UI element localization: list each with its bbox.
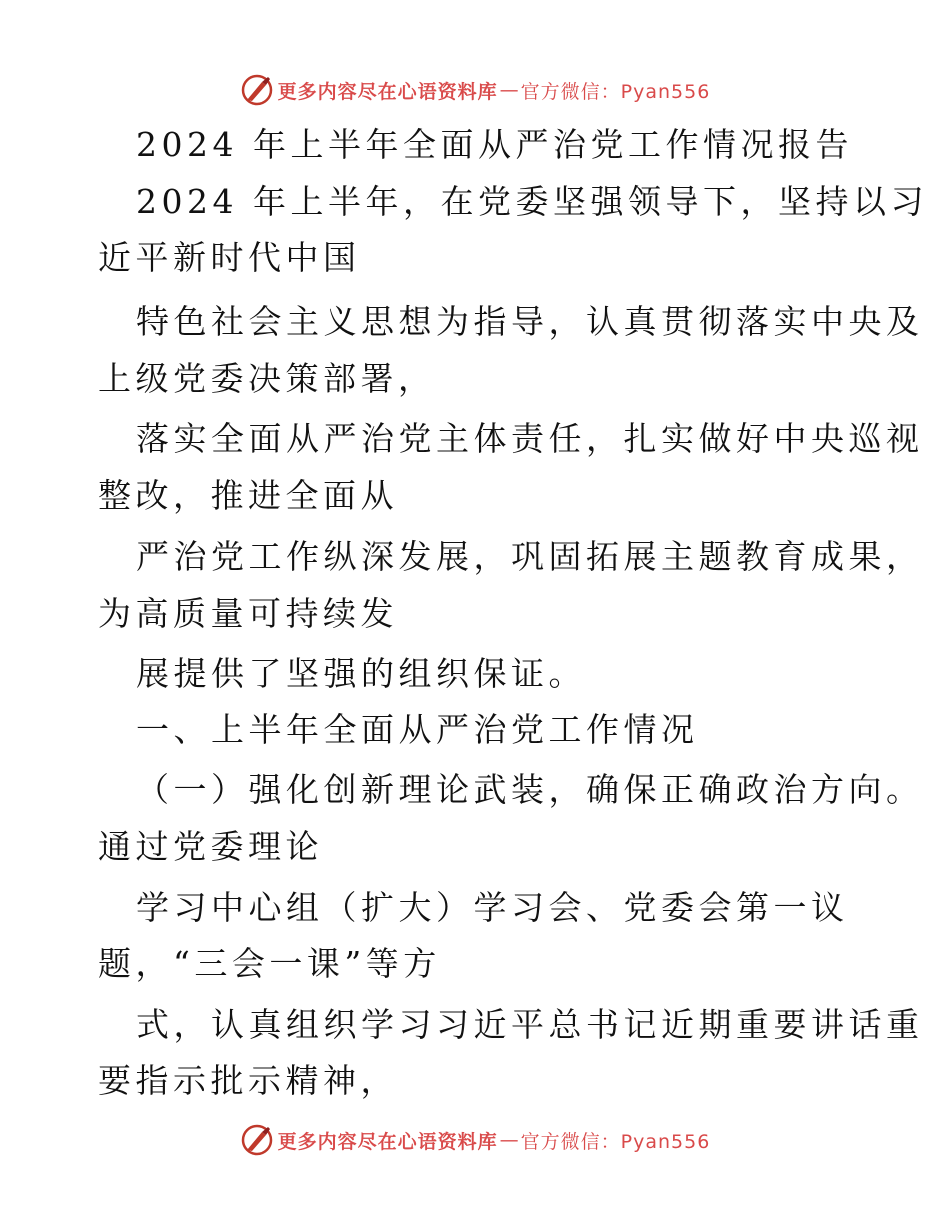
paragraph-line: 整改，推进全面从: [98, 476, 398, 515]
paragraph-line: 要指示批示精神，: [98, 1061, 398, 1100]
watermark-main-text: 更多内容尽在心语资料库: [277, 80, 498, 103]
watermark-header: [0, 70, 950, 110]
paragraph-line: 展提供了坚强的组织保证。: [136, 654, 586, 693]
watermark-dash: —: [499, 79, 519, 101]
paragraph-line: 上级党委决策部署，: [98, 359, 436, 398]
quill-logo-icon: [240, 73, 274, 107]
watermark-wechat-text: 官方微信：Pyan556: [520, 80, 711, 103]
watermark-main-text: 更多内容尽在心语资料库: [277, 1130, 498, 1153]
paragraph-line: 落实全面从严治党主体责任，扎实做好中央巡视: [136, 419, 924, 458]
paragraph-line: 学习中心组（扩大）学习会、党委会第一议: [136, 888, 849, 927]
paragraph-line: 题，“三会一课”等方: [98, 944, 441, 983]
paragraph-line: 通过党委理论: [98, 827, 323, 866]
watermark-dash: —: [499, 1129, 519, 1151]
watermark-footer: [0, 1120, 950, 1160]
paragraph-line: 2024 年上半年，在党委坚强领导下，坚持以习: [136, 182, 928, 221]
paragraph-line: 近平新时代中国: [98, 238, 361, 277]
section-heading: 一、上半年全面从严治党工作情况: [136, 710, 699, 749]
subsection-heading: （一）强化创新理论武装，确保正确政治方向。: [136, 770, 924, 809]
paragraph-line: 为高质量可持续发: [98, 594, 398, 633]
document-title: 2024 年上半年全面从严治党工作情况报告: [136, 125, 853, 164]
paragraph-line: 式，认真组织学习习近平总书记近期重要讲话重: [136, 1005, 924, 1044]
paragraph-line: 特色社会主义思想为指导，认真贯彻落实中央及: [136, 302, 924, 341]
watermark-wechat-text: 官方微信：Pyan556: [520, 1130, 711, 1153]
paragraph-line: 严治党工作纵深发展，巩固拓展主题教育成果，: [136, 537, 924, 576]
quill-logo-icon: [240, 1123, 274, 1157]
